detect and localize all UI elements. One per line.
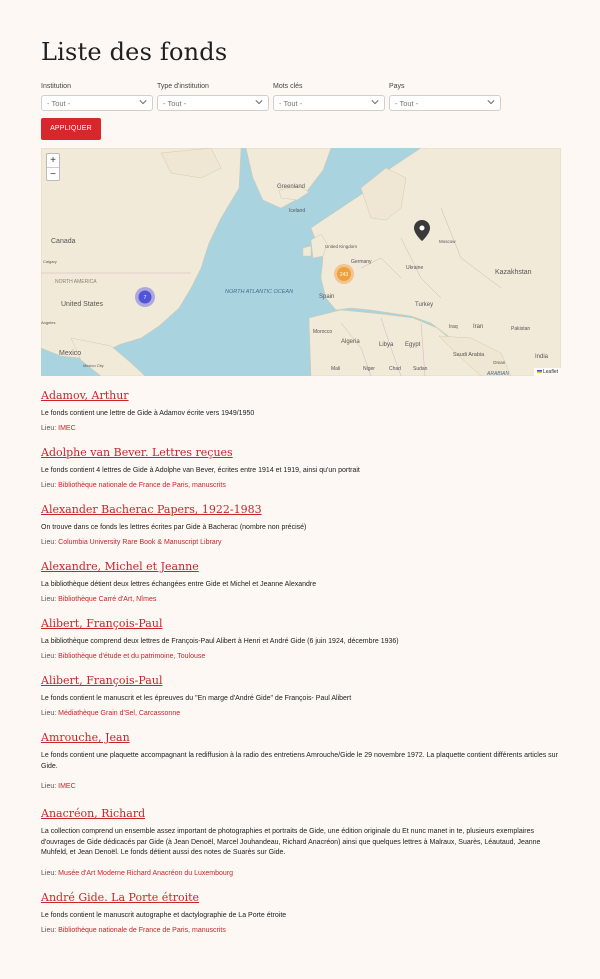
list-item (41, 673, 561, 720)
lieu-label: Lieu: (41, 869, 57, 877)
fonds-location (41, 425, 561, 435)
list-item (41, 890, 561, 937)
list-item (41, 806, 561, 880)
map-label-niger: Niger (363, 366, 375, 372)
map-label-united-states: United States (61, 301, 104, 308)
map-label-india: India (535, 354, 549, 360)
fonds-location (41, 539, 561, 549)
chevron-down-icon (139, 98, 147, 106)
list-item (41, 730, 561, 793)
map-label-united-kingdom: United Kingdom (325, 244, 358, 249)
filter-country (389, 83, 501, 111)
filter-label: Type d'institution (157, 83, 209, 90)
map-label-spain: Spain (319, 294, 335, 300)
fonds-location (41, 783, 561, 793)
chevron-down-icon (487, 98, 495, 106)
fonds-description: La bibliothèque détient deux lettres échangées entre Gide et Michel et Jeanne Alexandre (41, 581, 317, 588)
lieu-label: Lieu: (41, 424, 57, 432)
location-link[interactable]: Médiathèque Grain d'Sel, Carcassonne (58, 709, 181, 717)
map-cluster-america[interactable] (135, 287, 155, 307)
map-label-saudi-arabia: Saudi Arabia (453, 352, 485, 358)
filters-bar (41, 83, 561, 113)
select-value: - Tout - (47, 99, 71, 108)
apply-button[interactable]: APPLIQUER (41, 118, 101, 140)
fonds-description: Le fonds contient une plaquette accompagnant la rediffusion à la radio des entretiens Amrouche/Gide le 29 novembre 1972. La plaquette contient différents articles sur Gide. (41, 752, 558, 770)
filter-label: Institution (41, 83, 71, 90)
map-label-morocco: Morocco (313, 329, 333, 335)
map-label-libya: Libya (379, 342, 394, 348)
map-label-angeles: Angeles (41, 320, 56, 325)
fonds-description: On trouve dans ce fonds les lettres écrites par Gide à Bacherac (nombre non précisé) (41, 524, 307, 531)
map-label-ukraine: Ukraine (406, 265, 424, 271)
select-value: - Tout - (279, 99, 303, 108)
attribution-link[interactable]: Leaflet (542, 369, 558, 375)
map-label-egypt: Egypt (405, 342, 421, 348)
zoom-out-button[interactable]: − (47, 167, 59, 180)
map-label-iraq: Iraq (449, 324, 458, 330)
type-select[interactable] (157, 95, 269, 111)
select-value: - Tout - (395, 99, 419, 108)
map-label-moscow: Moscow (439, 239, 456, 244)
list-item (41, 559, 561, 606)
filter-type (157, 83, 269, 111)
map-label-germany: Germany (351, 259, 372, 265)
fonds-location (41, 927, 561, 937)
filter-keywords (273, 83, 385, 111)
fonds-description: Le fonds contient le manuscrit et les épreuves du "En marge d'André Gide" de François- Paul Alibert (41, 695, 352, 702)
map-label-calgary: Calgary (43, 259, 57, 264)
fonds-location (41, 596, 561, 606)
map-label-arabian: ARABIAN (487, 371, 509, 376)
map-label-algeria: Algeria (341, 339, 360, 345)
fonds-title-link[interactable]: Alexander Bacherac Papers, 1922-1983 (41, 503, 262, 516)
list-item (41, 502, 561, 549)
location-link[interactable]: Bibliothèque nationale de France de Paris, manuscrits (58, 926, 226, 934)
fonds-location (41, 710, 561, 720)
lieu-label: Lieu: (41, 926, 57, 934)
map-attribution[interactable] (534, 368, 561, 376)
cluster-count: 243 (339, 272, 349, 278)
filter-label: Mots clés (273, 83, 303, 90)
country-select[interactable] (389, 95, 501, 111)
lieu-label: Lieu: (41, 709, 57, 717)
fonds-description: Le fonds contient le manuscrit autographe et dactylographie de La Porte étroite (41, 912, 287, 919)
institution-select[interactable] (41, 95, 153, 111)
map-label-greenland: Greenland (277, 184, 306, 190)
cluster-count: 7 (143, 295, 147, 301)
lieu-label: Lieu: (41, 595, 57, 603)
fonds-title-link[interactable]: Alibert, François-Paul (41, 617, 163, 630)
location-link[interactable]: IMEC (58, 783, 76, 790)
page-title: Liste des fonds (41, 38, 228, 66)
map[interactable] (41, 148, 561, 376)
location-link[interactable]: Columbia University Rare Book & Manuscript Library (58, 538, 222, 546)
fonds-title-link[interactable]: Adolphe van Bever. Lettres reçues (41, 446, 233, 459)
fonds-title-link[interactable]: Alexandre, Michel et Jeanne (41, 560, 199, 573)
keywords-select[interactable] (273, 95, 385, 111)
location-link[interactable]: Bibliothèque Carré d'Art, Nîmes (58, 595, 157, 603)
location-link[interactable]: Bibliothèque nationale de France de Paris, manuscrits (58, 481, 226, 489)
select-value: - Tout - (163, 99, 187, 108)
fonds-description: Le fonds contient une lettre de Gide à Adamov écrite vers 1949/1950 (41, 410, 255, 417)
list-item (41, 445, 561, 492)
lieu-label: Lieu: (41, 481, 57, 489)
map-label-mexico: Mexico (59, 350, 82, 357)
fonds-title-link[interactable]: Alibert, François-Paul (41, 674, 163, 687)
map-label-iceland: Iceland (289, 208, 306, 214)
fonds-title-link[interactable]: André Gide. La Porte étroite (41, 891, 200, 904)
list-item (41, 616, 561, 663)
fonds-location (41, 482, 561, 492)
map-label-ocean: NORTH ATLANTIC OCEAN (225, 289, 294, 295)
map-label-north-america: NORTH AMERICA (55, 279, 97, 285)
map-label-kazakhstan: Kazakhstan (495, 269, 532, 276)
fonds-description: La bibliothèque comprend deux lettres de François-Paul Alibert à Henri et André Gide (6 juin 1924, décembre 1936) (41, 638, 399, 645)
fonds-title-link[interactable]: Adamov, Arthur (41, 389, 129, 402)
fonds-location (41, 653, 561, 663)
fonds-description: Le fonds contient 4 lettres de Gide à Adolphe van Bever, écrites entre 1914 et 1919, ainsi qu'un portrait (41, 467, 360, 474)
map-label-oman: Oman (493, 360, 506, 365)
location-link[interactable]: IMEC (58, 424, 76, 432)
lieu-label: Lieu: (41, 652, 57, 660)
chevron-down-icon (371, 98, 379, 106)
fonds-description: La collection comprend un ensemble assez important de photographies et portraits de Gide, une édition originale du Et nunc manet in te, plusieurs exemplaires d'ouvrages de Gide dédicacés par Gide (à Jean Denoël, Marcel Jouhandeau, Richard Anacréon) ainsi que quelques lettres à Malraux, Suarès, Léautaud, Jeanne Muhfeld, et Jean Denoël. Le fonds détient aussi des notes de Suarès sur Gide. (41, 828, 541, 856)
leaflet-flag-icon (537, 370, 542, 373)
lieu-label: Lieu: (41, 538, 57, 546)
map-label-iran: Iran (473, 324, 484, 330)
map-cluster-europe[interactable] (334, 264, 354, 284)
lieu-label: Lieu: (41, 783, 57, 790)
fonds-title-link[interactable]: Anacréon, Richard (41, 807, 146, 820)
zoom-in-button[interactable]: + (50, 155, 56, 166)
map-label-canada: Canada (51, 238, 76, 245)
fonds-location (41, 870, 561, 880)
map-label-mexico-city: Mexico City (83, 363, 104, 368)
map-label-turkey: Turkey (415, 302, 434, 308)
list-item (41, 388, 561, 435)
map-label-mali: Mali (331, 366, 341, 372)
location-link[interactable]: Bibliothèque d'étude et du patrimoine, Toulouse (58, 652, 206, 660)
chevron-down-icon (255, 98, 263, 106)
map-label-sudan: Sudan (413, 366, 428, 372)
filter-institution (41, 83, 153, 111)
zoom-control (46, 153, 60, 181)
map-label-chad: Chad (389, 366, 401, 372)
filter-label: Pays (389, 83, 405, 90)
location-link[interactable]: Musée d'Art Moderne Richard Anacréon du Luxembourg (58, 869, 234, 877)
map-label-pakistan: Pakistan (511, 326, 531, 332)
fonds-title-link[interactable]: Amrouche, Jean (41, 731, 130, 744)
map-canvas[interactable] (41, 148, 561, 376)
